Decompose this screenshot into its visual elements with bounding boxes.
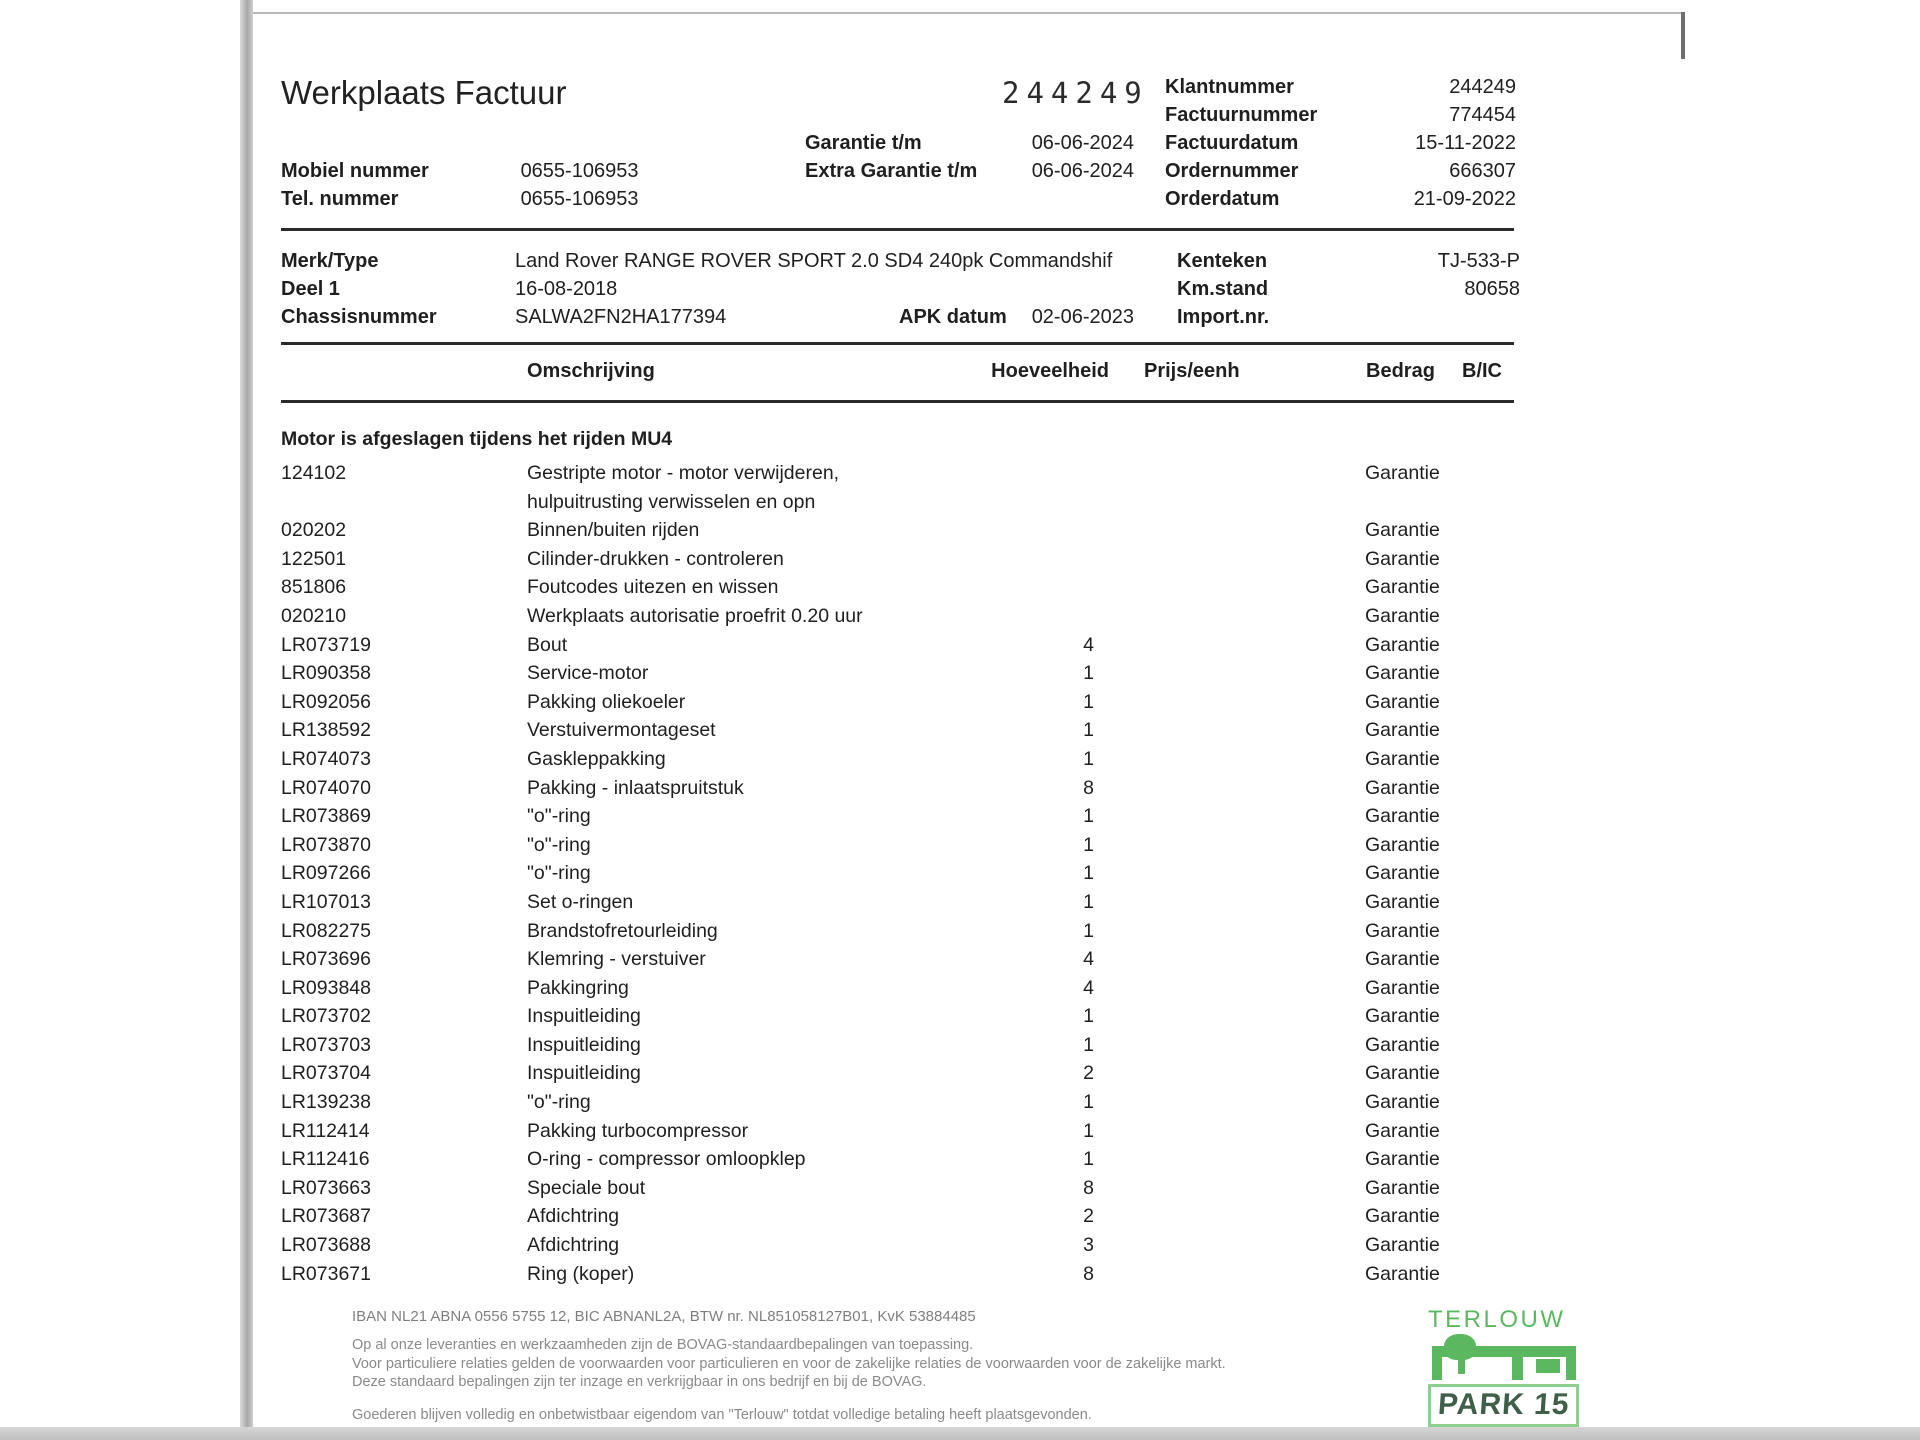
item-prijs-cell xyxy=(1094,859,1365,888)
garantie-label: Garantie t/m xyxy=(805,132,922,154)
kv-factuurdatum xyxy=(1165,132,1516,160)
item-bedrag-cell: Garantie xyxy=(1365,890,1440,913)
factuurdatum-label: Factuurdatum xyxy=(1165,132,1299,154)
column-header-bic: B/IC xyxy=(1462,360,1502,382)
item-code-cell: LR090358 xyxy=(281,662,371,685)
invoice-stamp-number: 244249 xyxy=(1002,76,1149,110)
item-prijs-cell xyxy=(1094,1117,1365,1146)
item-code-cell: LR073869 xyxy=(281,805,371,828)
item-desc-cell: Binnen/buiten rijden xyxy=(527,519,700,542)
item-bic-cell xyxy=(1450,917,1520,946)
item-prijs-cell xyxy=(1094,802,1365,831)
merk-type-label: Merk/Type xyxy=(281,250,379,272)
item-code-cell: 020210 xyxy=(281,604,347,627)
item-desc-cell: Service-motor xyxy=(527,662,649,685)
terlouw-park15-logo xyxy=(1428,1306,1596,1427)
item-prijs-cell xyxy=(1094,1231,1365,1260)
kenteken-label: Kenteken xyxy=(1177,250,1268,272)
table-row xyxy=(281,1174,1520,1203)
table-row xyxy=(281,1260,1520,1289)
table-row xyxy=(281,545,1520,574)
item-desc-cell: Gestripte motor - motor verwijderen, xyxy=(527,462,840,484)
invoice-items xyxy=(281,428,1520,1288)
item-prijs-cell xyxy=(1094,716,1365,745)
item-desc-cell: Cilinder-drukken - controleren xyxy=(527,547,784,570)
footer-ownership-line: Goederen blijven volledig en onbetwistbaar eigendom van "Terlouw" totdat volledige betaling heeft plaatsgevonden. xyxy=(352,1406,1092,1423)
table-row xyxy=(281,688,1520,717)
logo-post-shape xyxy=(1512,1357,1523,1380)
item-bic-cell xyxy=(1450,974,1520,1003)
item-bedrag-cell: Garantie xyxy=(1365,519,1440,542)
vehicle-row-merk xyxy=(281,250,1520,278)
item-code-cell: LR073671 xyxy=(281,1262,371,1285)
item-bic-cell xyxy=(1450,831,1520,860)
table-row xyxy=(281,659,1520,688)
item-code-cell: LR139238 xyxy=(281,1091,371,1114)
item-bic-cell xyxy=(1450,1002,1520,1031)
kv-extra-garantie xyxy=(805,160,1134,188)
item-desc-cell: Afdichtring xyxy=(527,1205,620,1228)
item-code-cell: LR074070 xyxy=(281,776,371,799)
item-code-cell: LR107013 xyxy=(281,890,371,913)
item-desc-cell: hulpuitrusting verwisselen en opn xyxy=(527,490,816,513)
factuurnummer-label: Factuurnummer xyxy=(1165,104,1318,126)
item-bic-cell xyxy=(1450,774,1520,803)
item-desc-cell: Pakking - inlaatspruitstuk xyxy=(527,776,744,799)
item-bedrag-cell: Garantie xyxy=(1365,1234,1440,1257)
item-bic-cell xyxy=(1450,488,1520,517)
item-desc-cell: Bout xyxy=(527,633,568,656)
item-code-cell: LR092056 xyxy=(281,690,371,713)
table-row xyxy=(281,1231,1520,1260)
item-prijs-cell xyxy=(1094,1031,1365,1060)
item-qty-cell xyxy=(950,488,1094,517)
item-qty-cell: 8 xyxy=(1083,1262,1094,1285)
table-row xyxy=(281,1117,1520,1146)
item-desc-cell: "o"-ring xyxy=(527,805,591,828)
item-qty-cell: 1 xyxy=(1083,805,1094,828)
footer-iban-line: IBAN NL21 ABNA 0556 5755 12, BIC ABNANL2A, BTW nr. NL851058127B01, KvK 53884485 xyxy=(352,1308,976,1325)
orderdatum-value: 21-09-2022 xyxy=(1413,188,1516,210)
column-header-prijs-eenh: Prijs/eenh xyxy=(1144,360,1240,382)
item-bic-cell xyxy=(1450,1145,1520,1174)
item-qty-cell: 1 xyxy=(1083,690,1094,713)
table-row xyxy=(281,917,1520,946)
chassisnummer-value: SALWA2FN2HA177394 xyxy=(515,306,727,328)
apk-datum-value: 02-06-2023 xyxy=(1031,306,1134,328)
column-header-bedrag: Bedrag xyxy=(1366,360,1435,382)
item-bedrag-cell: Garantie xyxy=(1365,662,1440,685)
vehicle-row-chassis xyxy=(281,306,1520,334)
item-bedrag-cell: Garantie xyxy=(1365,776,1440,799)
item-bic-cell xyxy=(1450,1202,1520,1231)
item-qty-cell xyxy=(950,545,1094,574)
item-code-cell: LR073870 xyxy=(281,833,371,856)
scan-edge-corner xyxy=(1681,12,1685,59)
logo-post-shape xyxy=(1566,1357,1576,1380)
item-bedrag-cell: Garantie xyxy=(1365,1005,1440,1028)
table-row xyxy=(281,459,1520,488)
kmstand-value: 80658 xyxy=(1464,278,1520,300)
kv-klantnummer xyxy=(1165,76,1516,104)
apk-datum-label: APK datum xyxy=(899,306,1007,328)
item-code-cell: LR073719 xyxy=(281,633,371,656)
table-row xyxy=(281,745,1520,774)
mobiel-label: Mobiel nummer xyxy=(281,160,429,182)
kenteken-value: TJ-533-P xyxy=(1437,250,1520,272)
table-row xyxy=(281,831,1520,860)
item-desc-cell: Werkplaats autorisatie proefrit 0.20 uur xyxy=(527,604,863,627)
page-title: Werkplaats Factuur xyxy=(281,74,567,111)
table-row xyxy=(281,573,1520,602)
item-code-cell: LR073687 xyxy=(281,1205,371,1228)
extra-garantie-value: 06-06-2024 xyxy=(1031,160,1134,182)
item-desc-cell: Set o-ringen xyxy=(527,890,634,913)
item-bedrag-cell: Garantie xyxy=(1365,462,1440,484)
item-bic-cell xyxy=(1450,745,1520,774)
item-code-cell: LR074073 xyxy=(281,747,371,770)
klantnummer-value: 244249 xyxy=(1449,76,1516,98)
item-bic-cell xyxy=(1450,859,1520,888)
item-desc-cell: Inspuitleiding xyxy=(527,1033,641,1056)
divider-top xyxy=(281,228,1514,231)
item-code-cell: LR138592 xyxy=(281,719,371,742)
park15-badge xyxy=(1428,1384,1579,1427)
item-qty-cell: 3 xyxy=(1083,1234,1094,1257)
table-row xyxy=(281,974,1520,1003)
item-code-cell: LR073696 xyxy=(281,948,371,971)
item-prijs-cell xyxy=(1094,917,1365,946)
item-bedrag-cell: Garantie xyxy=(1365,919,1440,942)
table-row xyxy=(281,888,1520,917)
item-qty-cell: 1 xyxy=(1083,662,1094,685)
kv-factuurnummer xyxy=(1165,104,1516,132)
item-code-cell: LR073702 xyxy=(281,1005,371,1028)
footer-term-bovag: Op al onze leveranties en werkzaamheden zijn de BOVAG-standaardbepalingen van toepassing. xyxy=(352,1337,974,1353)
deel-label: Deel 1 xyxy=(281,278,340,300)
item-qty-cell: 2 xyxy=(1083,1062,1094,1085)
table-header-row xyxy=(281,360,1520,388)
item-bic-cell xyxy=(1450,659,1520,688)
item-bedrag-cell: Garantie xyxy=(1365,1176,1440,1199)
item-prijs-cell xyxy=(1094,831,1365,860)
factuurdatum-value: 15-11-2022 xyxy=(1415,132,1516,154)
item-qty-cell: 1 xyxy=(1083,1119,1094,1142)
table-row xyxy=(281,774,1520,803)
item-desc-cell: "o"-ring xyxy=(527,1091,591,1114)
item-bedrag-cell: Garantie xyxy=(1365,633,1440,656)
logo-tree-trunk-shape xyxy=(1458,1358,1465,1374)
item-bic-cell xyxy=(1450,888,1520,917)
item-desc-cell: Brandstofretourleiding xyxy=(527,919,718,942)
telefoon-label: Tel. nummer xyxy=(281,188,399,210)
item-desc-cell: Klemring - verstuiver xyxy=(527,948,706,971)
item-qty-cell: 1 xyxy=(1083,1033,1094,1056)
table-row xyxy=(281,516,1520,545)
header-phone-block xyxy=(281,160,801,216)
item-qty-cell: 1 xyxy=(1083,919,1094,942)
scan-edge-left xyxy=(240,0,253,1440)
item-bedrag-cell: Garantie xyxy=(1365,948,1440,971)
item-desc-cell: O-ring - compressor omloopklep xyxy=(527,1148,806,1171)
item-bedrag-cell: Garantie xyxy=(1365,719,1440,742)
item-bic-cell xyxy=(1450,1174,1520,1203)
item-prijs-cell xyxy=(1094,1202,1365,1231)
item-code-cell: LR073703 xyxy=(281,1033,371,1056)
item-code-cell: 020202 xyxy=(281,519,347,542)
item-qty-cell: 8 xyxy=(1083,776,1094,799)
column-header-omschrijving: Omschrijving xyxy=(527,360,655,382)
item-desc-cell: Gaskleppakking xyxy=(527,747,666,770)
item-code-cell: 851806 xyxy=(281,576,347,599)
item-prijs-cell xyxy=(1094,1145,1365,1174)
table-row xyxy=(281,1145,1520,1174)
item-bic-cell xyxy=(1450,545,1520,574)
item-prijs-cell xyxy=(1094,459,1365,488)
table-row xyxy=(281,488,1520,517)
item-desc-cell: Speciale bout xyxy=(527,1176,646,1199)
item-bic-cell xyxy=(1450,1059,1520,1088)
kv-ordernummer xyxy=(1165,160,1516,188)
item-bedrag-cell: Garantie xyxy=(1365,576,1440,599)
item-prijs-cell xyxy=(1094,1174,1365,1203)
item-code-cell: LR073704 xyxy=(281,1062,371,1085)
extra-garantie-label: Extra Garantie t/m xyxy=(805,160,978,182)
item-bedrag-cell: Garantie xyxy=(1365,1033,1440,1056)
item-prijs-cell xyxy=(1094,974,1365,1003)
item-bic-cell xyxy=(1450,1031,1520,1060)
item-qty-cell xyxy=(950,602,1094,631)
item-bic-cell xyxy=(1450,459,1520,488)
item-code-cell: LR097266 xyxy=(281,862,371,885)
terlouw-logo-graphic-icon xyxy=(1428,1336,1596,1382)
logo-tree-icon xyxy=(1444,1334,1476,1360)
item-code-cell: LR082275 xyxy=(281,919,371,942)
item-qty-cell xyxy=(950,516,1094,545)
item-qty-cell: 4 xyxy=(1083,948,1094,971)
item-qty-cell xyxy=(950,459,1094,488)
table-row xyxy=(281,716,1520,745)
kv-mobiel xyxy=(281,160,801,188)
orderdatum-label: Orderdatum xyxy=(1165,188,1280,210)
item-prijs-cell xyxy=(1094,545,1365,574)
item-qty-cell: 1 xyxy=(1083,862,1094,885)
telefoon-value: 0655-106953 xyxy=(520,188,639,210)
item-desc-cell: Inspuitleiding xyxy=(527,1005,641,1028)
ordernummer-label: Ordernummer xyxy=(1165,160,1299,182)
item-desc-cell: Inspuitleiding xyxy=(527,1062,641,1085)
item-prijs-cell xyxy=(1094,945,1365,974)
kmstand-label: Km.stand xyxy=(1177,278,1269,300)
item-bedrag-cell: Garantie xyxy=(1365,976,1440,999)
terlouw-logo-text: TERLOUW xyxy=(1428,1306,1566,1333)
item-code-cell: 124102 xyxy=(281,462,347,484)
item-prijs-cell xyxy=(1094,774,1365,803)
item-bic-cell xyxy=(1450,1260,1520,1289)
item-bic-cell xyxy=(1450,1231,1520,1260)
item-desc-cell: Pakking oliekoeler xyxy=(527,690,686,713)
divider-vehicle xyxy=(281,342,1514,345)
item-prijs-cell xyxy=(1094,516,1365,545)
item-bedrag-cell: Garantie xyxy=(1365,805,1440,828)
item-prijs-cell xyxy=(1094,488,1365,517)
table-row xyxy=(281,631,1520,660)
klantnummer-label: Klantnummer xyxy=(1165,76,1294,98)
table-row xyxy=(281,1002,1520,1031)
item-prijs-cell xyxy=(1094,631,1365,660)
item-bedrag-cell: Garantie xyxy=(1365,1091,1440,1114)
item-bic-cell xyxy=(1450,516,1520,545)
kv-telefoon xyxy=(281,188,801,216)
item-bedrag-cell: Garantie xyxy=(1365,547,1440,570)
item-prijs-cell xyxy=(1094,1059,1365,1088)
item-code-cell: LR093848 xyxy=(281,976,371,999)
item-bedrag-cell: Garantie xyxy=(1365,604,1440,627)
item-qty-cell: 1 xyxy=(1083,833,1094,856)
scan-edge-top xyxy=(253,12,1685,14)
item-bedrag-cell: Garantie xyxy=(1365,747,1440,770)
items-body xyxy=(281,459,1520,1288)
item-prijs-cell xyxy=(1094,688,1365,717)
park15-text: PARK 15 xyxy=(1436,1388,1571,1421)
kv-garantie xyxy=(805,132,1134,160)
item-qty-cell: 1 xyxy=(1083,890,1094,913)
vehicle-row-deel xyxy=(281,278,1520,306)
item-bic-cell xyxy=(1450,716,1520,745)
item-desc-cell: Pakkingring xyxy=(527,976,629,999)
importnr-label: Import.nr. xyxy=(1177,306,1270,328)
item-code-cell: LR112416 xyxy=(281,1148,370,1171)
divider-table-header xyxy=(281,400,1514,403)
item-qty-cell: 4 xyxy=(1083,976,1094,999)
item-desc-cell: Foutcodes uitezen en wissen xyxy=(527,576,779,599)
chassisnummer-label: Chassisnummer xyxy=(281,306,437,328)
item-bedrag-cell: Garantie xyxy=(1365,1119,1440,1142)
item-desc-cell: "o"-ring xyxy=(527,862,591,885)
deel-value: 16-08-2018 xyxy=(515,278,618,300)
item-bic-cell xyxy=(1450,945,1520,974)
item-prijs-cell xyxy=(1094,602,1365,631)
item-prijs-cell xyxy=(1094,888,1365,917)
header-right-block xyxy=(1165,76,1516,216)
item-bedrag-cell: Garantie xyxy=(1365,1205,1440,1228)
item-desc-cell: Ring (koper) xyxy=(527,1262,635,1285)
item-bic-cell xyxy=(1450,602,1520,631)
item-desc-cell: Pakking turbocompressor xyxy=(527,1119,749,1142)
item-qty-cell: 1 xyxy=(1083,1005,1094,1028)
table-row xyxy=(281,859,1520,888)
item-qty-cell: 4 xyxy=(1083,633,1094,656)
footer-term-particulier: Voor particuliere relaties gelden de voorwaarden voor particulieren en voor de zakelijke relaties de voorwaarden voor de zakelijke markt. xyxy=(352,1355,1226,1372)
item-code-cell: LR073663 xyxy=(281,1176,371,1199)
column-header-hoeveelheid: Hoeveelheid xyxy=(991,360,1109,382)
item-bedrag-cell: Garantie xyxy=(1365,833,1440,856)
item-code-cell: 122501 xyxy=(281,547,347,570)
table-row xyxy=(281,1202,1520,1231)
item-prijs-cell xyxy=(1094,1260,1365,1289)
item-bic-cell xyxy=(1450,573,1520,602)
item-bedrag-cell: Garantie xyxy=(1365,1062,1440,1085)
item-qty-cell: 8 xyxy=(1083,1176,1094,1199)
footer-term-inzage: Deze standaard bepalingen zijn ter inzage en verkrijgbaar in ons bedrijf en bij de BOVAG. xyxy=(352,1374,927,1390)
table-row xyxy=(281,945,1520,974)
logo-post-shape xyxy=(1432,1357,1442,1380)
table-row xyxy=(281,1088,1520,1117)
table-row xyxy=(281,1059,1520,1088)
item-code-cell: LR073688 xyxy=(281,1234,371,1257)
scan-edge-bottom xyxy=(0,1427,1920,1440)
item-bedrag-cell: Garantie xyxy=(1365,690,1440,713)
item-prijs-cell xyxy=(1094,659,1365,688)
item-qty-cell xyxy=(950,573,1094,602)
header-warranty-block xyxy=(805,132,1134,188)
factuurnummer-value: 774454 xyxy=(1449,104,1516,126)
item-qty-cell: 1 xyxy=(1083,1148,1094,1171)
kv-orderdatum xyxy=(1165,188,1516,216)
garantie-value: 06-06-2024 xyxy=(1031,132,1134,154)
item-code-cell xyxy=(281,488,527,517)
item-qty-cell: 1 xyxy=(1083,1091,1094,1114)
mobiel-value: 0655-106953 xyxy=(520,160,639,182)
item-bic-cell xyxy=(1450,802,1520,831)
item-bedrag-cell: Garantie xyxy=(1365,1262,1440,1285)
footer-block xyxy=(352,1308,1412,1423)
item-bic-cell xyxy=(1450,1088,1520,1117)
item-desc-cell: "o"-ring xyxy=(527,833,591,856)
table-row xyxy=(281,802,1520,831)
item-bic-cell xyxy=(1450,1117,1520,1146)
item-prijs-cell xyxy=(1094,1002,1365,1031)
logo-block-shape xyxy=(1536,1359,1560,1373)
item-bedrag-cell: Garantie xyxy=(1365,862,1440,885)
merk-type-value: Land Rover RANGE ROVER SPORT 2.0 SD4 240pk Commandshif xyxy=(515,250,1113,272)
item-desc-cell: Afdichtring xyxy=(527,1234,620,1257)
item-code-cell: LR112414 xyxy=(281,1119,370,1142)
item-qty-cell: 2 xyxy=(1083,1205,1094,1228)
item-bedrag-cell xyxy=(1365,488,1450,517)
ordernummer-value: 666307 xyxy=(1449,160,1516,182)
item-bedrag-cell: Garantie xyxy=(1365,1148,1440,1171)
item-desc-cell: Verstuivermontageset xyxy=(527,719,716,742)
complaint-section-title: Motor is afgeslagen tijdens het rijden MU4 xyxy=(281,428,673,450)
item-qty-cell: 1 xyxy=(1083,747,1094,770)
item-prijs-cell xyxy=(1094,1088,1365,1117)
table-row xyxy=(281,602,1520,631)
table-row xyxy=(281,1031,1520,1060)
item-bic-cell xyxy=(1450,631,1520,660)
item-prijs-cell xyxy=(1094,745,1365,774)
item-qty-cell: 1 xyxy=(1083,719,1094,742)
item-bic-cell xyxy=(1450,688,1520,717)
vehicle-info-block xyxy=(281,250,1520,334)
item-prijs-cell xyxy=(1094,573,1365,602)
